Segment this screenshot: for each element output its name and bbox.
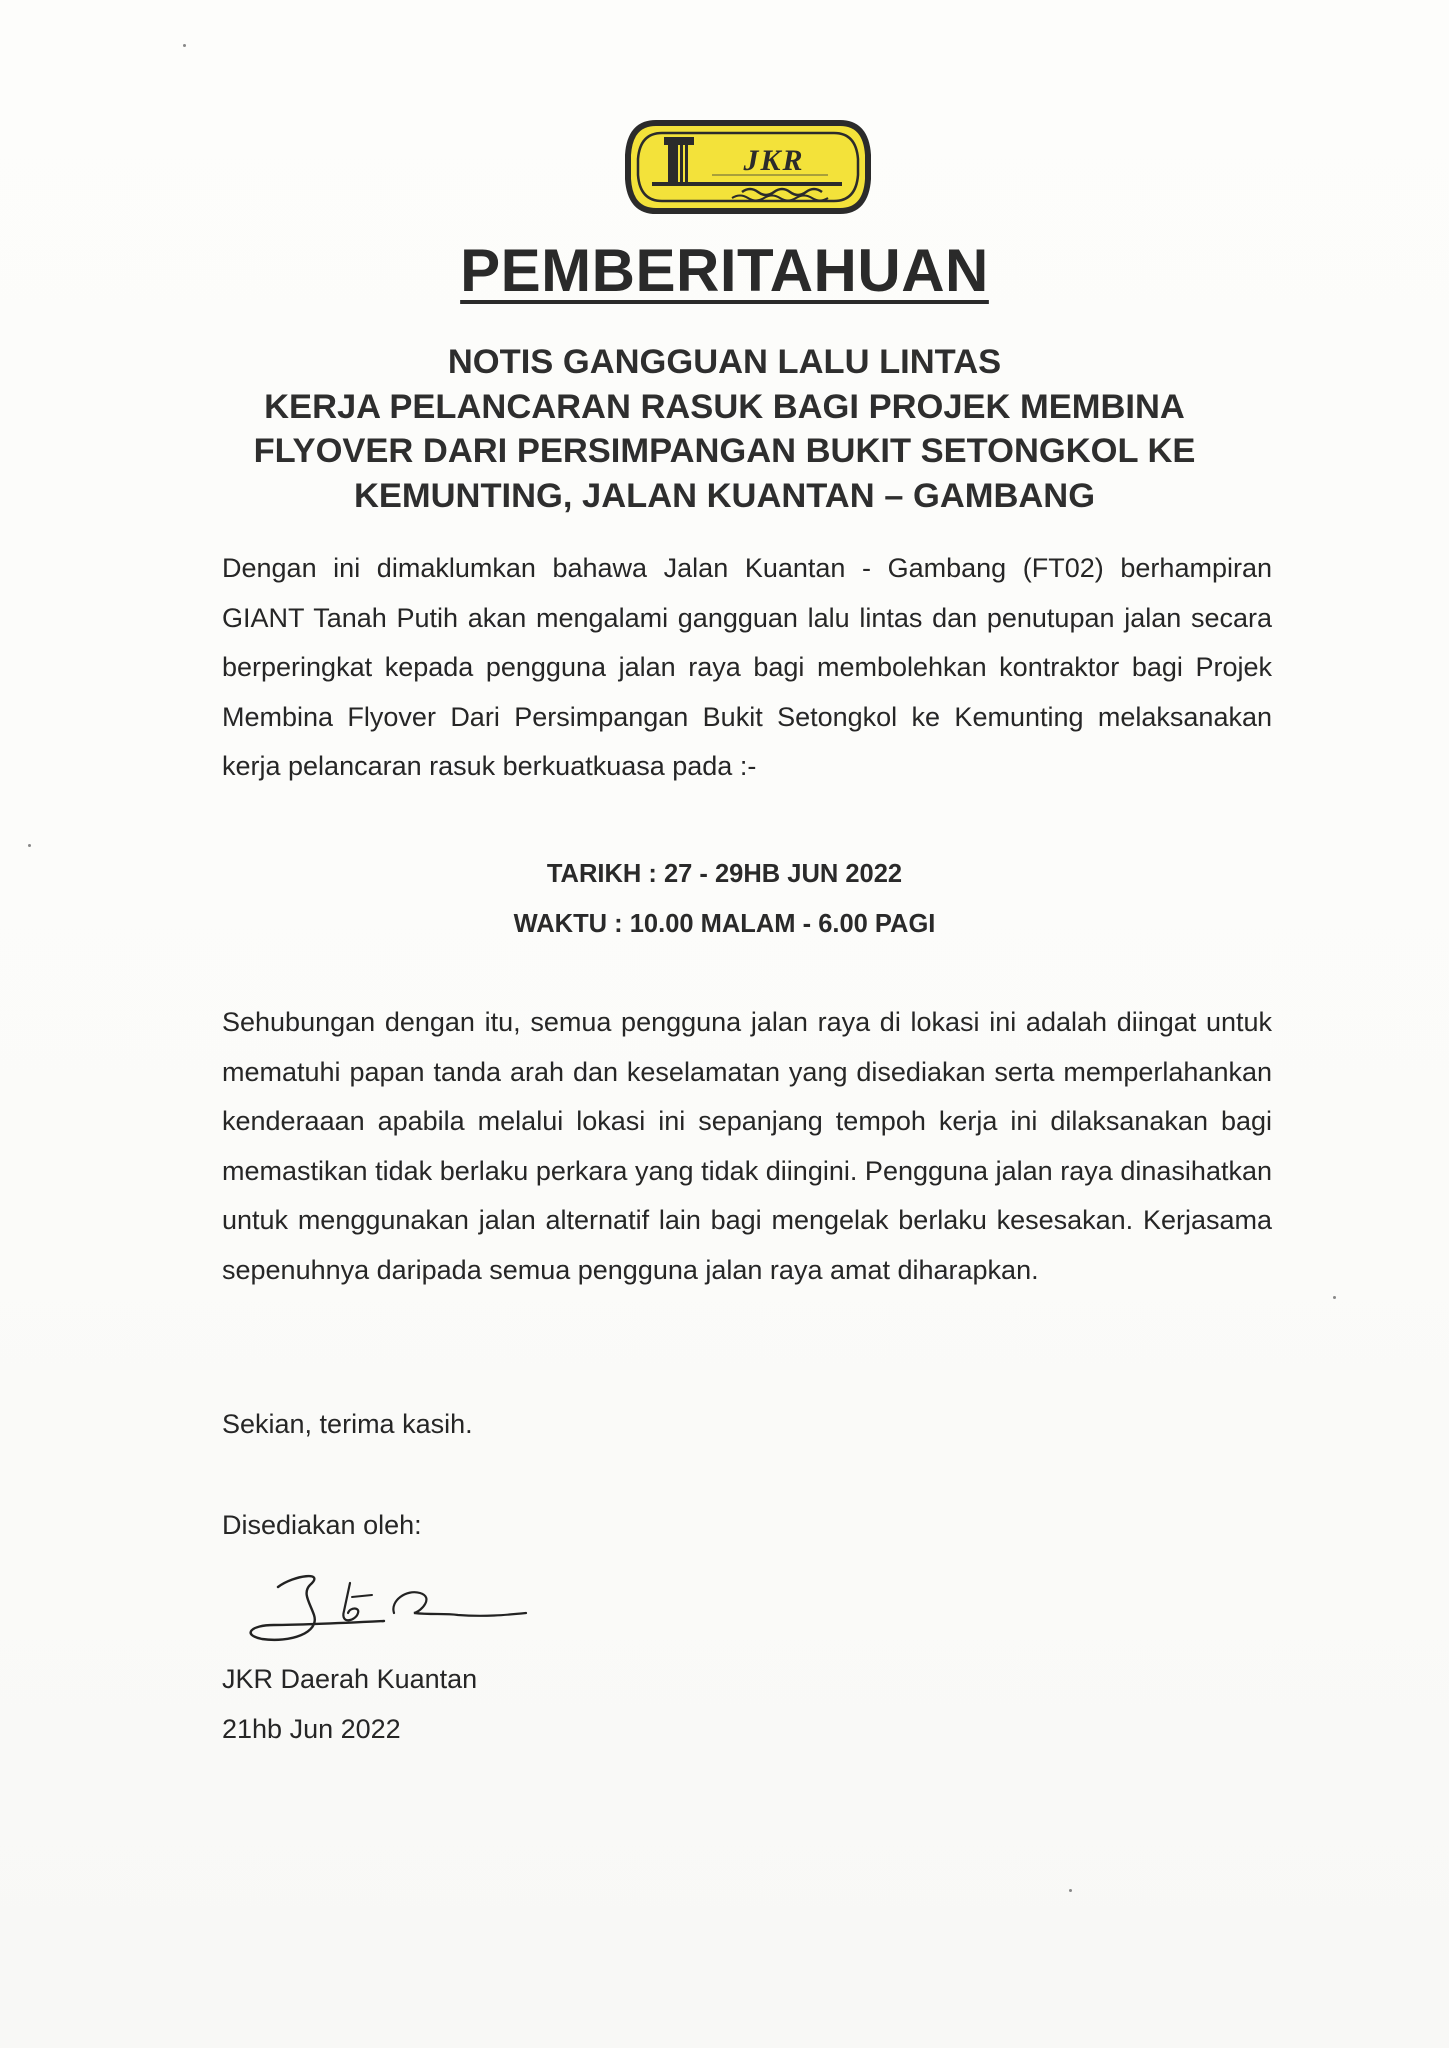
subtitle-line: KEMUNTING, JALAN KUANTAN – GAMBANG	[353, 476, 1096, 515]
subtitle-line: FLYOVER DARI PERSIMPANGAN BUKIT SETONGKOL KE	[253, 432, 1196, 470]
notice-paragraph-1: Dengan ini dimaklumkan bahawa Jalan Kuantan - Gambang (FT02) berhampiran GIANT Tanah Putih akan mengalami gangguan lalu lintas dan penutupan jalan secara berperingkat kepada pengguna jalan raya bagi membolehkan kontraktor bagi Projek Membina Flyover Dari Persimpangan Bukit Setongkol ke Kemunting melaksanakan kerja pelancaran rasuk berkuatkuasa pada :-	[222, 553, 1272, 781]
page-title	[0, 236, 1449, 305]
prepared-by-label: Disediakan oleh:	[222, 1510, 422, 1540]
jkr-logo	[622, 115, 874, 219]
subtitle-line: KERJA PELANCARAN RASUK BAGI PROJEK MEMBINA	[264, 387, 1185, 426]
closing-text: Sekian, terima kasih.	[222, 1409, 473, 1439]
subtitle-line: NOTIS GANGGUAN LALU LINTAS	[447, 343, 1002, 381]
scan-speck	[1069, 1889, 1072, 1892]
organization-name: JKR Daerah Kuantan	[222, 1664, 478, 1694]
svg-text:JKR: JKR	[743, 144, 805, 177]
notice-subtitle	[0, 340, 1449, 518]
scan-speck	[183, 44, 186, 47]
schedule-block	[0, 849, 1449, 949]
document-date: 21hb Jun 2022	[222, 1714, 401, 1744]
handwritten-signature	[244, 1567, 534, 1649]
schedule-date: TARIKH : 27 - 29HB JUN 2022	[546, 860, 903, 888]
scan-speck	[28, 844, 31, 847]
page-title-text: PEMBERITAHUAN	[460, 237, 989, 304]
scan-speck	[1333, 1296, 1336, 1299]
schedule-time: WAKTU : 10.00 MALAM - 6.00 PAGI	[513, 910, 936, 938]
notice-paragraph-2: Sehubungan dengan itu, semua pengguna jalan raya di lokasi ini adalah diingat untuk mematuhi papan tanda arah dan keselamatan yang disediakan serta memperlahankan kenderaaan apabila melalui lokasi ini sepanjang tempoh kerja ini dilaksanakan bagi memastikan tidak berlaku perkara yang tidak diingini. Pengguna jalan raya dinasihatkan untuk menggunakan jalan alternatif lain bagi mengelak berlaku kesesakan. Kerjasama sepenuhnya daripada semua pengguna jalan raya amat diharapkan.	[222, 1007, 1272, 1285]
